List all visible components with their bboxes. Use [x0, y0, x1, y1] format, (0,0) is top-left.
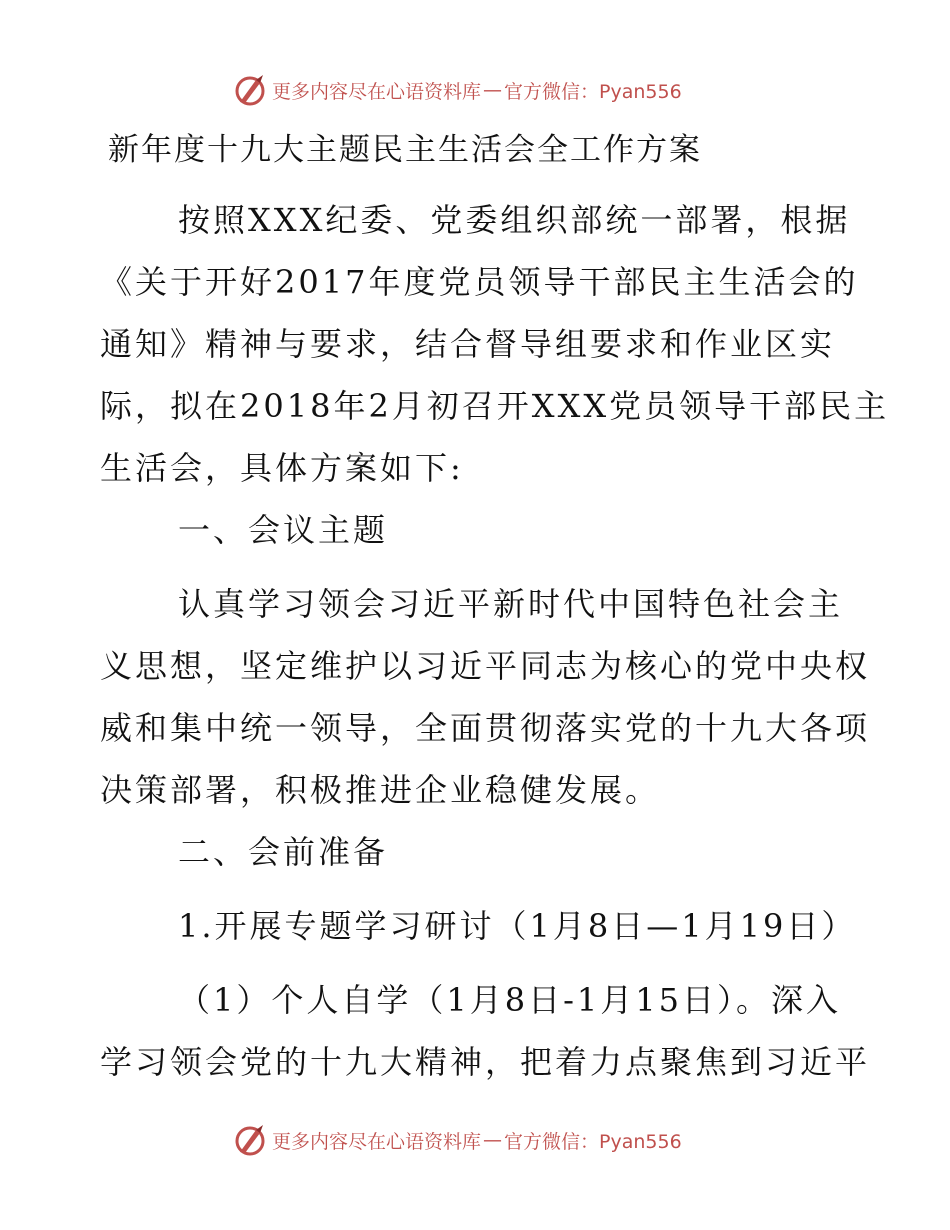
banner-contact: 官方微信：Pyan556 [504, 1130, 682, 1153]
quill-logo-icon [232, 1122, 268, 1158]
body-line: 学习领会党的十九大精神，把着力点聚焦到习近平 [100, 1043, 871, 1081]
body-line: 认真学习领会习近平新时代中国特色社会主 [178, 585, 844, 623]
banner-separator: — [483, 79, 503, 101]
banner-text: 更多内容尽在心语资料库 [272, 1130, 482, 1153]
body-line: 按照XXX纪委、党委组织部统一部署，根据 [178, 201, 851, 239]
body-line: 通知》精神与要求，结合督导组要求和作业区实 [100, 325, 836, 363]
banner-text: 更多内容尽在心语资料库 [272, 80, 482, 103]
subsection-heading: 1.开展专题学习研讨（1月8日—1月19日） [178, 907, 857, 945]
body-line: 义思想，坚定维护以习近平同志为核心的党中央权 [100, 647, 871, 685]
header-banner [232, 70, 682, 110]
body-line: 《关于开好2017年度党员领导干部民主生活会的 [100, 263, 859, 301]
body-line: （1）个人自学（1月8日-1月15日）。深入 [178, 981, 841, 1019]
body-line: 生活会，具体方案如下: [100, 449, 464, 487]
document-title: 新年度十九大主题民主生活会全工作方案 [108, 132, 702, 168]
section-heading: 二、会前准备 [178, 833, 389, 871]
body-line: 威和集中统一领导，全面贯彻落实党的十九大各项 [100, 709, 871, 747]
banner-separator: — [483, 1129, 503, 1151]
banner-contact: 官方微信：Pyan556 [504, 80, 682, 103]
section-heading: 一、会议主题 [178, 511, 389, 549]
quill-logo-icon [232, 72, 268, 108]
body-line: 决策部署，积极推进企业稳健发展。 [100, 771, 661, 809]
footer-banner [232, 1120, 682, 1160]
body-line: 际，拟在2018年2月初召开XXX党员领导干部民主 [100, 387, 890, 425]
